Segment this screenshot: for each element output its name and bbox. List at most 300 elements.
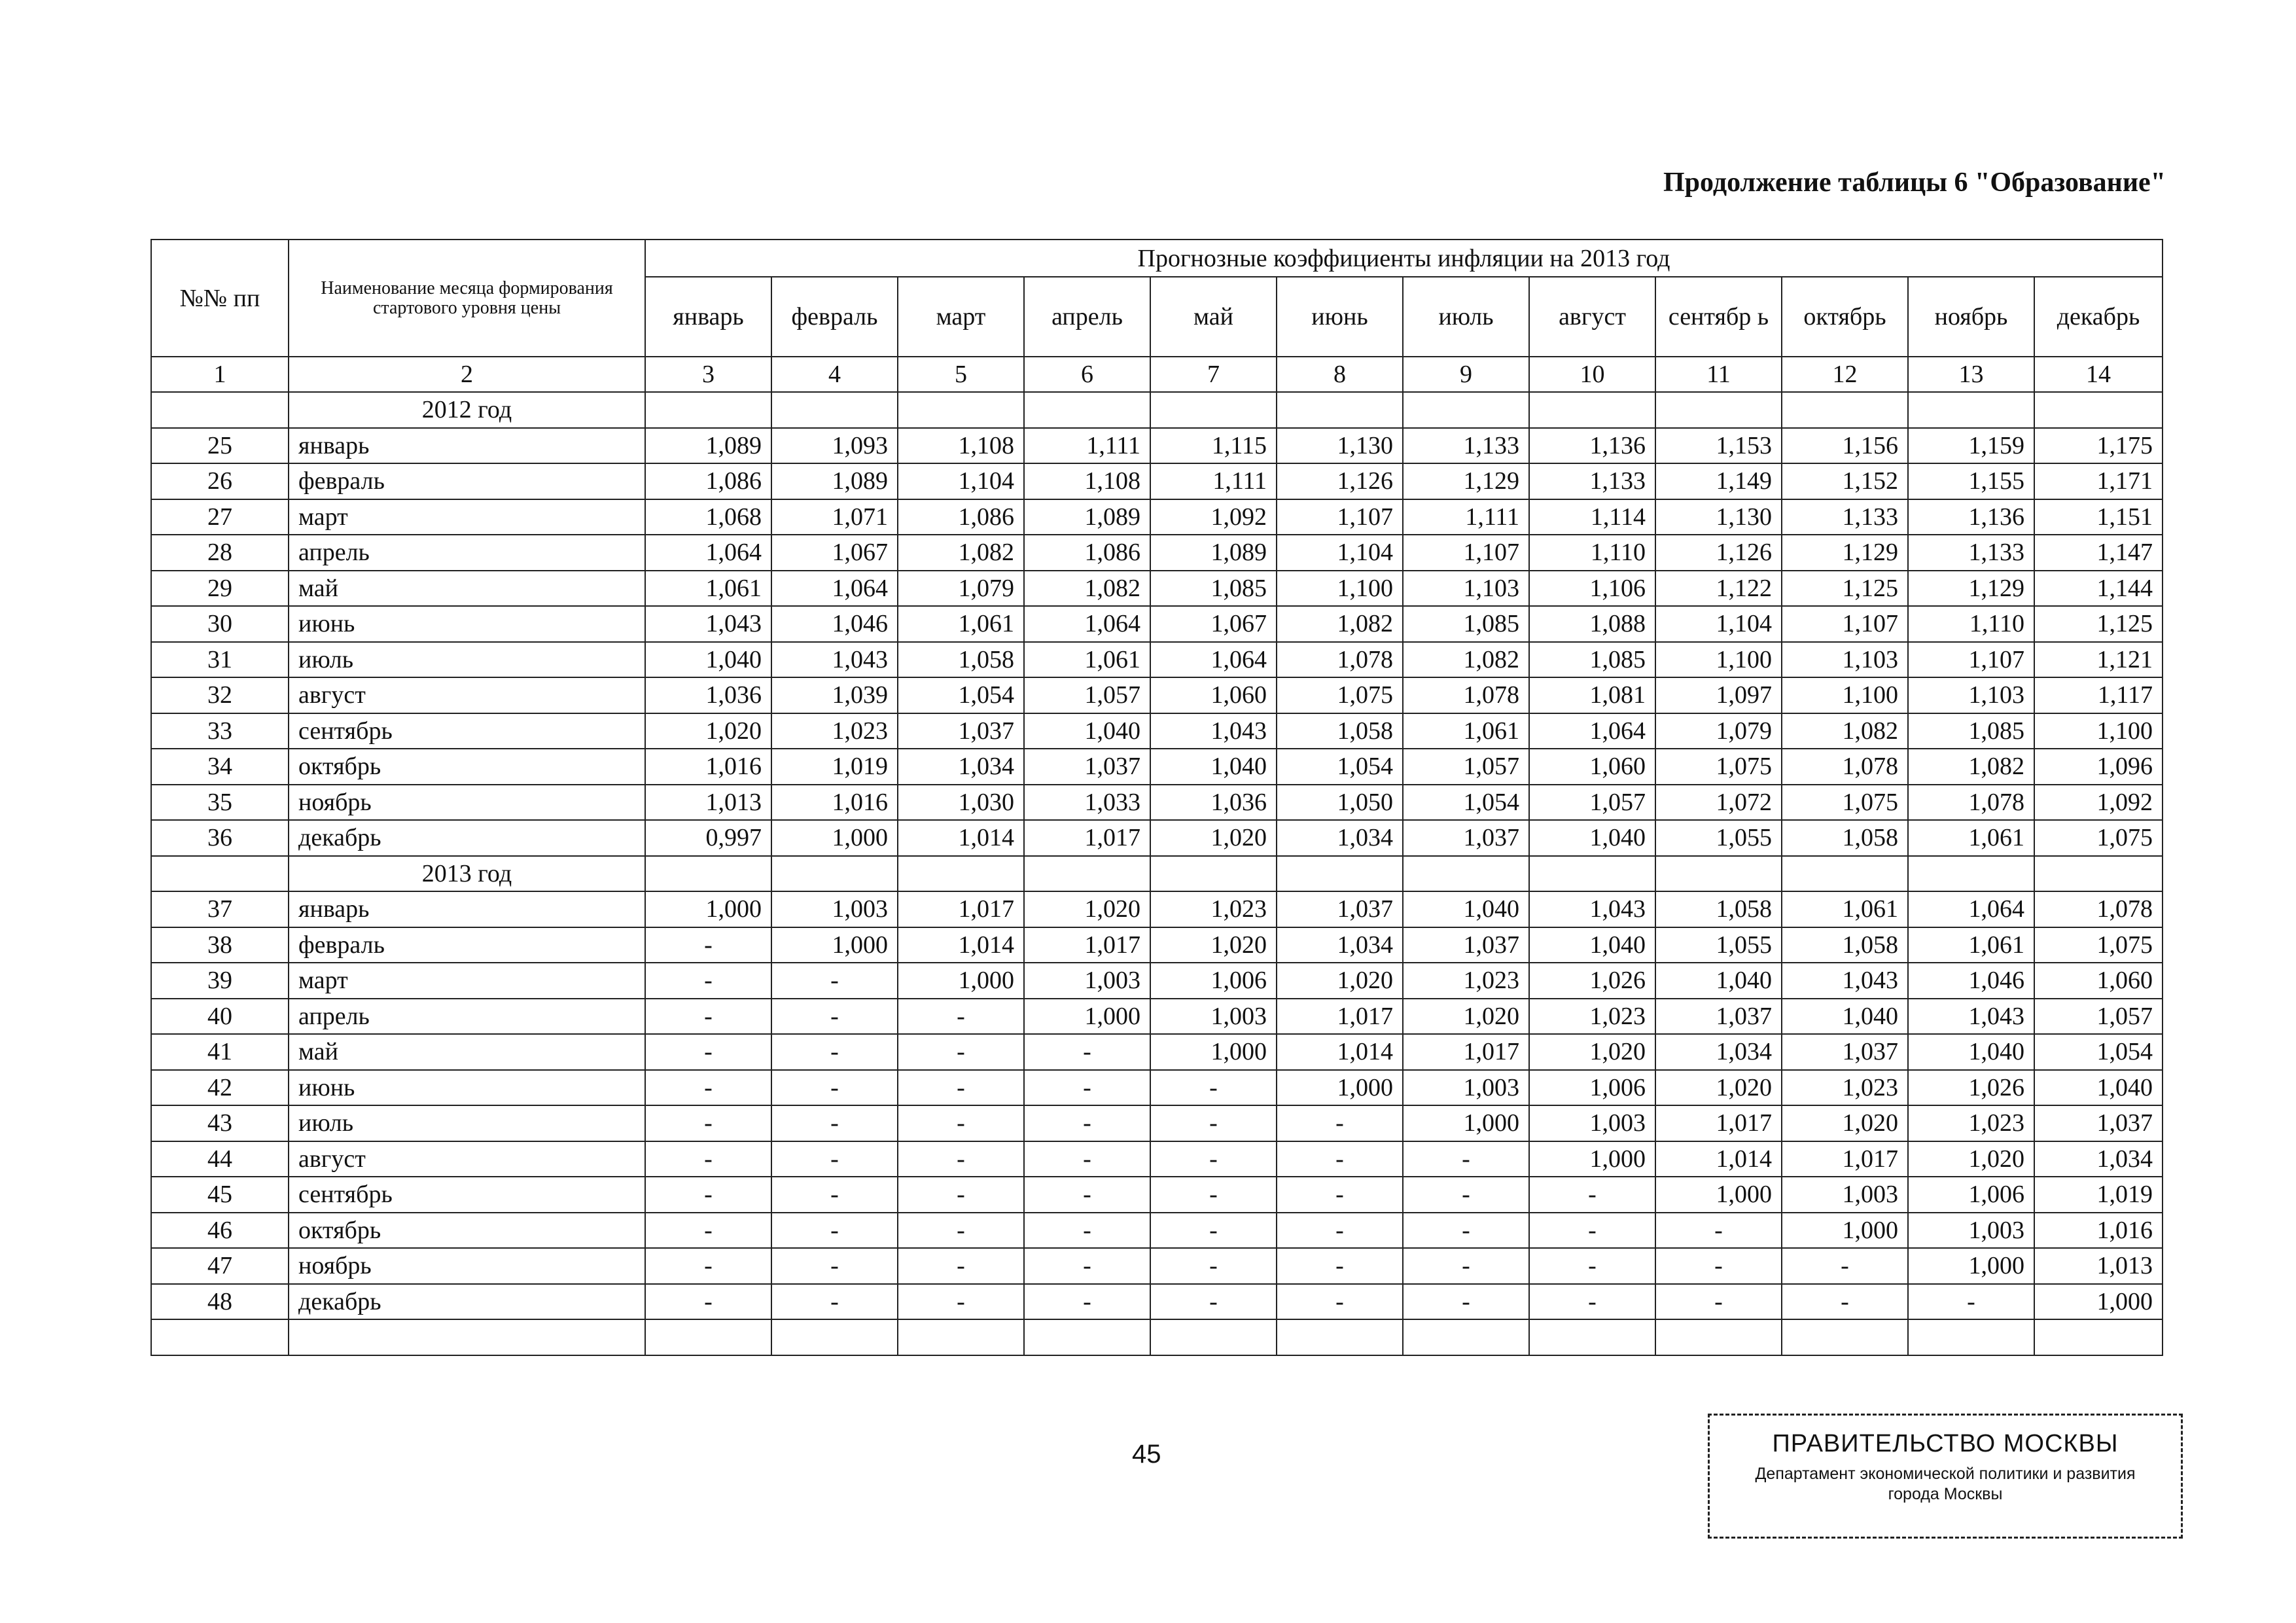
table-row xyxy=(151,963,2163,999)
coefficient-cell: 1,040 xyxy=(1908,1034,2034,1070)
row-number: 36 xyxy=(151,820,289,856)
coefficient-cell: 1,034 xyxy=(1277,820,1403,856)
header-number: №№ пп xyxy=(151,240,289,357)
row-month-name: апрель xyxy=(289,999,645,1035)
coefficient-cell: 1,003 xyxy=(1782,1177,1908,1213)
coefficient-cell: - xyxy=(1277,1213,1403,1249)
coefficient-cell: 1,057 xyxy=(1529,785,1655,821)
coefficient-cell: - xyxy=(898,1105,1024,1141)
row-month-name: январь xyxy=(289,428,645,464)
coefficient-cell: 1,082 xyxy=(1403,642,1529,678)
coefficient-cell: 1,104 xyxy=(898,463,1024,499)
coefficient-cell: 1,013 xyxy=(2034,1248,2163,1284)
coefficient-cell: 1,046 xyxy=(771,606,898,642)
coefficient-cell: 1,040 xyxy=(1403,891,1529,927)
coefficient-cell: 1,078 xyxy=(1403,677,1529,713)
coefficient-cell: 1,020 xyxy=(1655,1070,1782,1106)
coefficient-cell: 1,016 xyxy=(771,785,898,821)
coefficient-cell: 1,054 xyxy=(1403,785,1529,821)
coefficient-cell: 1,039 xyxy=(771,677,898,713)
coefficient-cell: 1,107 xyxy=(1782,606,1908,642)
coefficient-cell: 1,082 xyxy=(1782,713,1908,749)
column-number: 9 xyxy=(1403,357,1529,392)
coefficient-cell: 1,144 xyxy=(2034,571,2163,607)
coefficient-cell: 1,020 xyxy=(1024,891,1150,927)
header-month: август xyxy=(1529,277,1655,357)
empty-cell xyxy=(645,1319,771,1355)
coefficient-cell: 1,086 xyxy=(1024,535,1150,571)
row-number: 43 xyxy=(151,1105,289,1141)
empty-cell xyxy=(1150,392,1277,428)
coefficient-cell: 1,082 xyxy=(898,535,1024,571)
empty-cell xyxy=(898,856,1024,892)
table-title: Продолжение таблицы 6 "Образование" xyxy=(1663,168,2166,198)
coefficient-cell: - xyxy=(1655,1248,1782,1284)
empty-cell xyxy=(289,1319,645,1355)
coefficient-cell: 1,000 xyxy=(1655,1177,1782,1213)
coefficient-cell: 1,043 xyxy=(771,642,898,678)
coefficient-cell: 1,003 xyxy=(1024,963,1150,999)
stamp-line-3: города Москвы xyxy=(1888,1485,2003,1503)
coefficient-cell: 1,036 xyxy=(1150,785,1277,821)
table-row xyxy=(151,1177,2163,1213)
coefficient-cell: 1,043 xyxy=(1908,999,2034,1035)
table-row xyxy=(151,1213,2163,1249)
coefficient-cell: 1,064 xyxy=(1908,891,2034,927)
empty-cell xyxy=(1782,856,1908,892)
table-row xyxy=(151,1141,2163,1177)
row-month-name: июнь xyxy=(289,606,645,642)
empty-cell xyxy=(898,1319,1024,1355)
coefficient-cell: - xyxy=(1150,1284,1277,1320)
table-row xyxy=(151,463,2163,499)
coefficient-cell: 1,017 xyxy=(1024,820,1150,856)
coefficient-cell: 1,017 xyxy=(1403,1034,1529,1070)
coefficient-cell: - xyxy=(1150,1248,1277,1284)
empty-cell xyxy=(1403,1319,1529,1355)
coefficient-cell: 1,003 xyxy=(1150,999,1277,1035)
coefficient-cell: 1,040 xyxy=(1024,713,1150,749)
coefficient-cell: 1,075 xyxy=(1782,785,1908,821)
header-month: январь xyxy=(645,277,771,357)
empty-cell xyxy=(1403,392,1529,428)
row-number: 40 xyxy=(151,999,289,1035)
coefficient-cell: 1,108 xyxy=(1024,463,1150,499)
coefficient-cell: 1,111 xyxy=(1024,428,1150,464)
year-label: 2012 год xyxy=(289,392,645,428)
table-row xyxy=(151,713,2163,749)
coefficient-cell: 1,046 xyxy=(1908,963,2034,999)
header-month: ноябрь xyxy=(1908,277,2034,357)
row-month-name: декабрь xyxy=(289,1284,645,1320)
row-number: 32 xyxy=(151,677,289,713)
coefficient-cell: 1,082 xyxy=(1277,606,1403,642)
empty-cell xyxy=(1529,856,1655,892)
coefficient-cell: - xyxy=(1529,1248,1655,1284)
row-month-name: май xyxy=(289,1034,645,1070)
empty-cell xyxy=(1529,392,1655,428)
header-month: декабрь xyxy=(2034,277,2163,357)
coefficient-cell: 1,126 xyxy=(1655,535,1782,571)
coefficient-cell: 1,096 xyxy=(2034,749,2163,785)
coefficient-cell: 1,068 xyxy=(645,499,771,535)
coefficient-cell: 1,081 xyxy=(1529,677,1655,713)
coefficient-cell: - xyxy=(1024,1248,1150,1284)
coefficient-cell: - xyxy=(771,1070,898,1106)
row-number: 37 xyxy=(151,891,289,927)
coefficient-cell: 1,100 xyxy=(1655,642,1782,678)
coefficient-cell: 1,103 xyxy=(1782,642,1908,678)
coefficient-cell: 1,034 xyxy=(1655,1034,1782,1070)
empty-cell xyxy=(1024,856,1150,892)
coefficient-cell: 1,088 xyxy=(1529,606,1655,642)
coefficient-cell: 1,020 xyxy=(1782,1105,1908,1141)
coefficient-cell: - xyxy=(645,1177,771,1213)
coefficient-cell: - xyxy=(1024,1177,1150,1213)
column-number: 5 xyxy=(898,357,1024,392)
coefficient-cell: 1,114 xyxy=(1529,499,1655,535)
empty-cell xyxy=(1655,1319,1782,1355)
coefficient-cell: 1,000 xyxy=(1403,1105,1529,1141)
column-number: 2 xyxy=(289,357,645,392)
coefficient-cell: 1,000 xyxy=(1908,1248,2034,1284)
row-month-name: февраль xyxy=(289,927,645,963)
coefficient-cell: 1,034 xyxy=(1277,927,1403,963)
coefficient-cell: 1,086 xyxy=(898,499,1024,535)
row-month-name: февраль xyxy=(289,463,645,499)
header-month: май xyxy=(1150,277,1277,357)
coefficient-cell: 1,043 xyxy=(1150,713,1277,749)
coefficient-cell: 1,129 xyxy=(1782,535,1908,571)
coefficient-cell: - xyxy=(1024,1034,1150,1070)
coefficient-cell: 1,040 xyxy=(645,642,771,678)
coefficient-cell: 1,064 xyxy=(771,571,898,607)
table-row xyxy=(151,535,2163,571)
coefficient-cell: 1,175 xyxy=(2034,428,2163,464)
header-group: Прогнозные коэффициенты инфляции на 2013 год xyxy=(645,240,2163,277)
empty-cell xyxy=(1529,1319,1655,1355)
column-number: 8 xyxy=(1277,357,1403,392)
empty-cell xyxy=(151,1319,289,1355)
coefficient-cell: 1,050 xyxy=(1277,785,1403,821)
column-number: 7 xyxy=(1150,357,1277,392)
table-row xyxy=(151,677,2163,713)
coefficient-cell: 1,121 xyxy=(2034,642,2163,678)
stamp-line-1: ПРАВИТЕЛЬСТВО МОСКВЫ xyxy=(1772,1430,2119,1457)
coefficient-cell: - xyxy=(771,999,898,1035)
coefficient-cell: 1,043 xyxy=(645,606,771,642)
coefficient-cell: 1,064 xyxy=(1529,713,1655,749)
row-month-name: май xyxy=(289,571,645,607)
coefficient-cell: 1,037 xyxy=(1782,1034,1908,1070)
coefficient-cell: 1,023 xyxy=(1782,1070,1908,1106)
coefficient-cell: 1,014 xyxy=(1655,1141,1782,1177)
coefficient-cell: 1,067 xyxy=(1150,606,1277,642)
empty-cell xyxy=(645,392,771,428)
column-number: 14 xyxy=(2034,357,2163,392)
coefficient-cell: 1,017 xyxy=(1024,927,1150,963)
table-row xyxy=(151,749,2163,785)
coefficient-cell: 1,000 xyxy=(1277,1070,1403,1106)
coefficient-cell: 1,085 xyxy=(1150,571,1277,607)
coefficient-cell: - xyxy=(1529,1177,1655,1213)
coefficient-cell: 1,030 xyxy=(898,785,1024,821)
row-number: 34 xyxy=(151,749,289,785)
coefficient-cell: 1,013 xyxy=(645,785,771,821)
empty-cell xyxy=(1150,1319,1277,1355)
coefficient-cell: 1,037 xyxy=(1024,749,1150,785)
coefficient-cell: 1,064 xyxy=(1150,642,1277,678)
empty-cell xyxy=(1024,1319,1150,1355)
coefficient-cell: 1,078 xyxy=(1277,642,1403,678)
coefficient-cell: 1,071 xyxy=(771,499,898,535)
coefficient-cell: 1,092 xyxy=(2034,785,2163,821)
coefficient-cell: 1,020 xyxy=(1150,927,1277,963)
row-number: 28 xyxy=(151,535,289,571)
coefficient-cell: - xyxy=(645,963,771,999)
coefficient-cell: 1,067 xyxy=(771,535,898,571)
coefficient-cell: 1,122 xyxy=(1655,571,1782,607)
coefficient-cell: 1,057 xyxy=(1403,749,1529,785)
empty-cell xyxy=(1277,856,1403,892)
row-number: 38 xyxy=(151,927,289,963)
coefficient-cell: 0,997 xyxy=(645,820,771,856)
coefficient-cell: 1,100 xyxy=(1277,571,1403,607)
coefficient-cell: 1,082 xyxy=(1908,749,2034,785)
row-month-name: июнь xyxy=(289,1070,645,1106)
coefficient-cell: - xyxy=(645,999,771,1035)
coefficient-cell: 1,016 xyxy=(645,749,771,785)
coefficient-cell: 1,023 xyxy=(1403,963,1529,999)
coefficient-cell: 1,089 xyxy=(771,463,898,499)
header-month: июнь xyxy=(1277,277,1403,357)
table-row xyxy=(151,428,2163,464)
table-row xyxy=(151,1248,2163,1284)
coefficient-cell: 1,117 xyxy=(2034,677,2163,713)
row-month-name: ноябрь xyxy=(289,1248,645,1284)
coefficient-cell: 1,156 xyxy=(1782,428,1908,464)
coefficient-cell: 1,060 xyxy=(2034,963,2163,999)
coefficient-cell: 1,037 xyxy=(1403,820,1529,856)
row-number: 30 xyxy=(151,606,289,642)
coefficient-cell: - xyxy=(771,1248,898,1284)
coefficient-cell: 1,107 xyxy=(1277,499,1403,535)
coefficient-cell: 1,111 xyxy=(1403,499,1529,535)
row-number: 27 xyxy=(151,499,289,535)
coefficient-cell: 1,034 xyxy=(898,749,1024,785)
coefficient-cell: - xyxy=(771,963,898,999)
table-row xyxy=(151,642,2163,678)
coefficient-cell: 1,023 xyxy=(1908,1105,2034,1141)
row-month-name: август xyxy=(289,677,645,713)
year-label: 2013 год xyxy=(289,856,645,892)
row-number: 46 xyxy=(151,1213,289,1249)
coefficient-cell: 1,020 xyxy=(1277,963,1403,999)
coefficient-cell: 1,133 xyxy=(1782,499,1908,535)
empty-cell xyxy=(1782,392,1908,428)
coefficient-cell: 1,014 xyxy=(898,927,1024,963)
year-row xyxy=(151,856,2163,892)
coefficient-cell: 1,079 xyxy=(898,571,1024,607)
coefficient-cell: - xyxy=(1277,1284,1403,1320)
coefficient-cell: 1,129 xyxy=(1403,463,1529,499)
coefficient-cell: - xyxy=(1403,1141,1529,1177)
coefficient-cell: 1,023 xyxy=(771,713,898,749)
column-number: 13 xyxy=(1908,357,2034,392)
coefficient-cell: 1,133 xyxy=(1403,428,1529,464)
coefficient-cell: 1,136 xyxy=(1529,428,1655,464)
coefficient-cell: 1,130 xyxy=(1655,499,1782,535)
coefficient-cell: 1,017 xyxy=(898,891,1024,927)
coefficient-cell: 1,097 xyxy=(1655,677,1782,713)
coefficient-cell: 1,000 xyxy=(771,820,898,856)
coefficient-cell: - xyxy=(1277,1141,1403,1177)
coefficient-cell: 1,103 xyxy=(1908,677,2034,713)
coefficient-cell: 1,040 xyxy=(1150,749,1277,785)
coefficient-cell: 1,104 xyxy=(1277,535,1403,571)
coefficient-cell: 1,058 xyxy=(1782,820,1908,856)
coefficient-cell: 1,100 xyxy=(2034,713,2163,749)
empty-cell xyxy=(898,392,1024,428)
coefficient-cell: 1,075 xyxy=(1655,749,1782,785)
row-month-name: апрель xyxy=(289,535,645,571)
coefficient-cell: 1,085 xyxy=(1908,713,2034,749)
empty-cell xyxy=(1908,392,2034,428)
coefficient-cell: 1,057 xyxy=(2034,999,2163,1035)
coefficient-cell: 1,019 xyxy=(2034,1177,2163,1213)
coefficient-cell: 1,000 xyxy=(645,891,771,927)
coefficient-cell: 1,037 xyxy=(2034,1105,2163,1141)
coefficient-cell: 1,106 xyxy=(1529,571,1655,607)
coefficient-cell: 1,078 xyxy=(1782,749,1908,785)
coefficient-cell: - xyxy=(1024,1141,1150,1177)
coefficient-cell: 1,075 xyxy=(2034,927,2163,963)
coefficient-cell: 1,043 xyxy=(1529,891,1655,927)
coefficient-cell: 1,085 xyxy=(1403,606,1529,642)
year-row xyxy=(151,392,2163,428)
empty-cell xyxy=(1403,856,1529,892)
row-month-name: декабрь xyxy=(289,820,645,856)
coefficient-cell: 1,061 xyxy=(1908,820,2034,856)
coefficient-cell: 1,136 xyxy=(1908,499,2034,535)
row-month-name: июль xyxy=(289,1105,645,1141)
coefficient-cell: 1,133 xyxy=(1529,463,1655,499)
empty-row xyxy=(151,1319,2163,1355)
coefficient-cell: 1,108 xyxy=(898,428,1024,464)
coefficient-cell: - xyxy=(645,1248,771,1284)
coefficient-cell: - xyxy=(1277,1177,1403,1213)
coefficient-cell: 1,159 xyxy=(1908,428,2034,464)
row-number: 42 xyxy=(151,1070,289,1106)
coefficient-cell: 1,000 xyxy=(771,927,898,963)
empty-cell xyxy=(1908,1319,2034,1355)
coefficient-cell: 1,033 xyxy=(1024,785,1150,821)
coefficient-cell: 1,115 xyxy=(1150,428,1277,464)
coefficient-cell: - xyxy=(898,1213,1024,1249)
coefficient-cell: 1,093 xyxy=(771,428,898,464)
coefficient-cell: 1,020 xyxy=(1908,1141,2034,1177)
empty-cell xyxy=(771,856,898,892)
coefficient-cell: - xyxy=(1655,1213,1782,1249)
coefficient-cell: - xyxy=(1529,1284,1655,1320)
coefficient-cell: 1,037 xyxy=(1655,999,1782,1035)
column-number: 1 xyxy=(151,357,289,392)
coefficient-cell: 1,064 xyxy=(645,535,771,571)
header-month-name: Наименование месяца формирования стартового уровня цены xyxy=(289,240,645,357)
coefficient-cell: 1,040 xyxy=(1655,963,1782,999)
coefficient-cell: 1,055 xyxy=(1655,927,1782,963)
coefficient-cell: 1,003 xyxy=(1908,1213,2034,1249)
coefficient-cell: 1,000 xyxy=(2034,1284,2163,1320)
coefficient-cell: 1,075 xyxy=(2034,820,2163,856)
coefficient-cell: 1,058 xyxy=(1277,713,1403,749)
coefficient-cell: - xyxy=(645,1105,771,1141)
row-month-name: ноябрь xyxy=(289,785,645,821)
row-number: 39 xyxy=(151,963,289,999)
coefficient-cell: - xyxy=(1024,1105,1150,1141)
coefficient-cell: 1,000 xyxy=(1529,1141,1655,1177)
coefficient-cell: 1,054 xyxy=(898,677,1024,713)
table-row xyxy=(151,1070,2163,1106)
coefficient-cell: 1,020 xyxy=(645,713,771,749)
coefficient-cell: 1,061 xyxy=(898,606,1024,642)
coefficient-cell: 1,055 xyxy=(1655,820,1782,856)
empty-cell xyxy=(1150,856,1277,892)
table-row xyxy=(151,1284,2163,1320)
column-number: 12 xyxy=(1782,357,1908,392)
coefficient-cell: 1,104 xyxy=(1655,606,1782,642)
coefficient-cell: - xyxy=(1403,1177,1529,1213)
coefficient-cell: 1,003 xyxy=(1529,1105,1655,1141)
coefficient-cell: 1,023 xyxy=(1529,999,1655,1035)
coefficient-cell: 1,019 xyxy=(771,749,898,785)
column-numbers-row xyxy=(151,357,2163,392)
row-month-name: март xyxy=(289,963,645,999)
coefficient-cell: 1,000 xyxy=(1024,999,1150,1035)
stamp-line-2: Департамент экономической политики и развития xyxy=(1755,1465,2136,1483)
coefficient-cell: 1,034 xyxy=(2034,1141,2163,1177)
empty-cell xyxy=(771,392,898,428)
coefficient-cell: 1,078 xyxy=(1908,785,2034,821)
table-row xyxy=(151,499,2163,535)
coefficient-cell: - xyxy=(898,1070,1024,1106)
coefficient-cell: 1,110 xyxy=(1908,606,2034,642)
coefficient-cell: 1,060 xyxy=(1529,749,1655,785)
coefficient-cell: 1,107 xyxy=(1403,535,1529,571)
coefficient-cell: 1,020 xyxy=(1150,820,1277,856)
coefficient-cell: 1,014 xyxy=(898,820,1024,856)
coefficient-cell: 1,060 xyxy=(1150,677,1277,713)
coefficient-cell: 1,151 xyxy=(2034,499,2163,535)
coefficient-cell: - xyxy=(771,1105,898,1141)
coefficient-cell: 1,017 xyxy=(1277,999,1403,1035)
coefficient-cell: 1,037 xyxy=(898,713,1024,749)
coefficient-cell: 1,026 xyxy=(1529,963,1655,999)
coefficient-cell: 1,125 xyxy=(1782,571,1908,607)
coefficient-cell: - xyxy=(1150,1070,1277,1106)
coefficient-cell: 1,043 xyxy=(1782,963,1908,999)
coefficient-cell: 1,036 xyxy=(645,677,771,713)
coefficient-cell: 1,037 xyxy=(1277,891,1403,927)
coefficient-cell: 1,061 xyxy=(1024,642,1150,678)
coefficient-cell: 1,107 xyxy=(1908,642,2034,678)
coefficient-cell: 1,023 xyxy=(1150,891,1277,927)
coefficient-cell: - xyxy=(645,1070,771,1106)
coefficient-cell: - xyxy=(1150,1213,1277,1249)
coefficient-cell: 1,037 xyxy=(1403,927,1529,963)
column-number: 3 xyxy=(645,357,771,392)
coefficient-cell: 1,100 xyxy=(1782,677,1908,713)
